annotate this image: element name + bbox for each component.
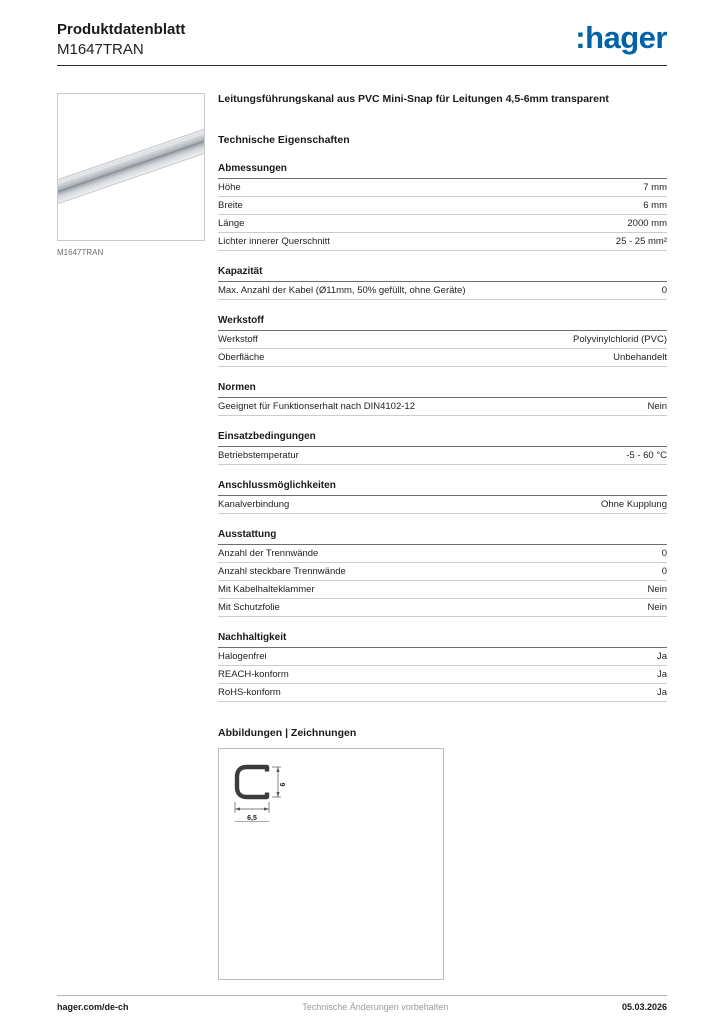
footer-website-link[interactable]: hager.com/de-ch	[57, 1002, 129, 1012]
spec-section-rows	[218, 179, 667, 251]
spec-section-rows	[218, 545, 667, 617]
technical-drawing	[218, 748, 444, 980]
spec-row	[218, 684, 667, 702]
spec-value: Ohne Kupplung	[600, 498, 667, 510]
spec-value: 25 - 25 mm²	[615, 235, 667, 247]
tech-properties-heading: Technische Eigenschaften	[218, 133, 350, 146]
spec-row	[218, 179, 667, 197]
spec-row	[218, 599, 667, 617]
header-text	[57, 20, 185, 59]
product-title: Leitungsführungskanal aus PVC Mini-Snap für Leitungen 4,5-6mm transparent	[218, 93, 609, 105]
spec-section	[218, 161, 667, 251]
spec-label: Kanalverbindung	[218, 498, 290, 510]
spec-label: Werkstoff	[218, 333, 258, 345]
dimension-width-label: 6,5	[247, 814, 257, 822]
spec-row	[218, 282, 667, 300]
product-reference: M1647TRAN	[57, 40, 144, 58]
spec-value: Nein	[647, 583, 667, 595]
spec-row	[218, 447, 667, 465]
spec-label: Anzahl steckbare Trennwände	[218, 565, 346, 577]
spec-section-rows	[218, 282, 667, 300]
page-header	[0, 0, 724, 59]
spec-row	[218, 215, 667, 233]
spec-label: Anzahl der Trennwände	[218, 547, 319, 559]
spec-label: Halogenfrei	[218, 650, 267, 662]
spec-label: Mit Kabelhalteklammer	[218, 583, 315, 595]
spec-column	[218, 93, 667, 980]
spec-section-title: Normen	[218, 380, 667, 398]
profile-cross-section-drawing	[225, 755, 365, 845]
spec-label: Oberfläche	[218, 351, 265, 363]
hager-logo: :hager	[575, 20, 667, 55]
spec-label: Max. Anzahl der Kabel (Ø11mm, 50% gefüllt, ohne Geräte)	[218, 284, 466, 296]
spec-section	[218, 478, 667, 514]
footer-disclaimer: Technische Änderungen vorbehalten	[302, 1002, 449, 1012]
spec-section-rows	[218, 496, 667, 514]
spec-section	[218, 527, 667, 617]
spec-value: Ja	[656, 668, 667, 680]
spec-value: Nein	[647, 601, 667, 613]
spec-label: Betriebstemperatur	[218, 449, 299, 461]
spec-row	[218, 331, 667, 349]
spec-section-title: Ausstattung	[218, 527, 667, 545]
spec-section-rows	[218, 648, 667, 702]
spec-value: 0	[661, 547, 667, 559]
spec-value: 6 mm	[643, 199, 667, 211]
spec-label: RoHS-konform	[218, 686, 281, 698]
spec-section-title: Kapazität	[218, 264, 667, 282]
spec-row	[218, 545, 667, 563]
content-area	[0, 66, 724, 980]
spec-row	[218, 233, 667, 251]
dimension-height-label: 6	[280, 782, 287, 787]
spec-value: 0	[661, 284, 667, 296]
spec-section-title: Einsatzbedingungen	[218, 429, 667, 447]
spec-section-title: Abmessungen	[218, 161, 667, 179]
spec-row	[218, 349, 667, 367]
spec-label: Mit Schutzfolie	[218, 601, 280, 613]
spec-value: Ja	[656, 686, 667, 698]
spec-label: Höhe	[218, 181, 241, 193]
spec-section-rows	[218, 331, 667, 367]
spec-section	[218, 630, 667, 702]
product-rail-image	[58, 94, 204, 240]
footer-row	[57, 1002, 667, 1012]
spec-value: Unbehandelt	[613, 351, 667, 363]
spec-label: Breite	[218, 199, 243, 211]
spec-section	[218, 264, 667, 300]
footer-divider	[57, 995, 667, 996]
spec-value: Polyvinylchlorid (PVC)	[573, 333, 667, 345]
spec-label: Lichter innerer Querschnitt	[218, 235, 330, 247]
spec-label: Geeignet für Funktionserhalt nach DIN4102-12	[218, 400, 415, 412]
product-image	[57, 93, 205, 241]
spec-row	[218, 666, 667, 684]
drawings-heading: Abbildungen | Zeichnungen	[218, 726, 357, 739]
spec-section	[218, 380, 667, 416]
spec-row	[218, 496, 667, 514]
spec-row	[218, 197, 667, 215]
spec-row	[218, 581, 667, 599]
spec-label: REACH-konform	[218, 668, 289, 680]
spec-value: Ja	[656, 650, 667, 662]
spec-section-rows	[218, 447, 667, 465]
spec-value: 0	[661, 565, 667, 577]
spec-value: -5 - 60 °C	[626, 449, 667, 461]
spec-section	[218, 429, 667, 465]
spec-row	[218, 563, 667, 581]
spec-value: Nein	[647, 400, 667, 412]
spec-section	[218, 313, 667, 367]
spec-section-rows	[218, 398, 667, 416]
spec-value: 7 mm	[643, 181, 667, 193]
spec-label: Länge	[218, 217, 245, 229]
spec-sections	[218, 161, 667, 702]
spec-section-title: Anschlussmöglichkeiten	[218, 478, 667, 496]
spec-value: 2000 mm	[627, 217, 667, 229]
product-image-column	[57, 93, 205, 980]
spec-row	[218, 398, 667, 416]
doc-type-title: Produktdatenblatt	[57, 21, 186, 38]
spec-section-title: Werkstoff	[218, 313, 667, 331]
spec-row	[218, 648, 667, 666]
spec-section-title: Nachhaltigkeit	[218, 630, 667, 648]
page-footer	[57, 995, 667, 1012]
footer-date: 05.03.2026	[621, 1002, 667, 1012]
product-image-caption: M1647TRAN	[57, 248, 104, 257]
